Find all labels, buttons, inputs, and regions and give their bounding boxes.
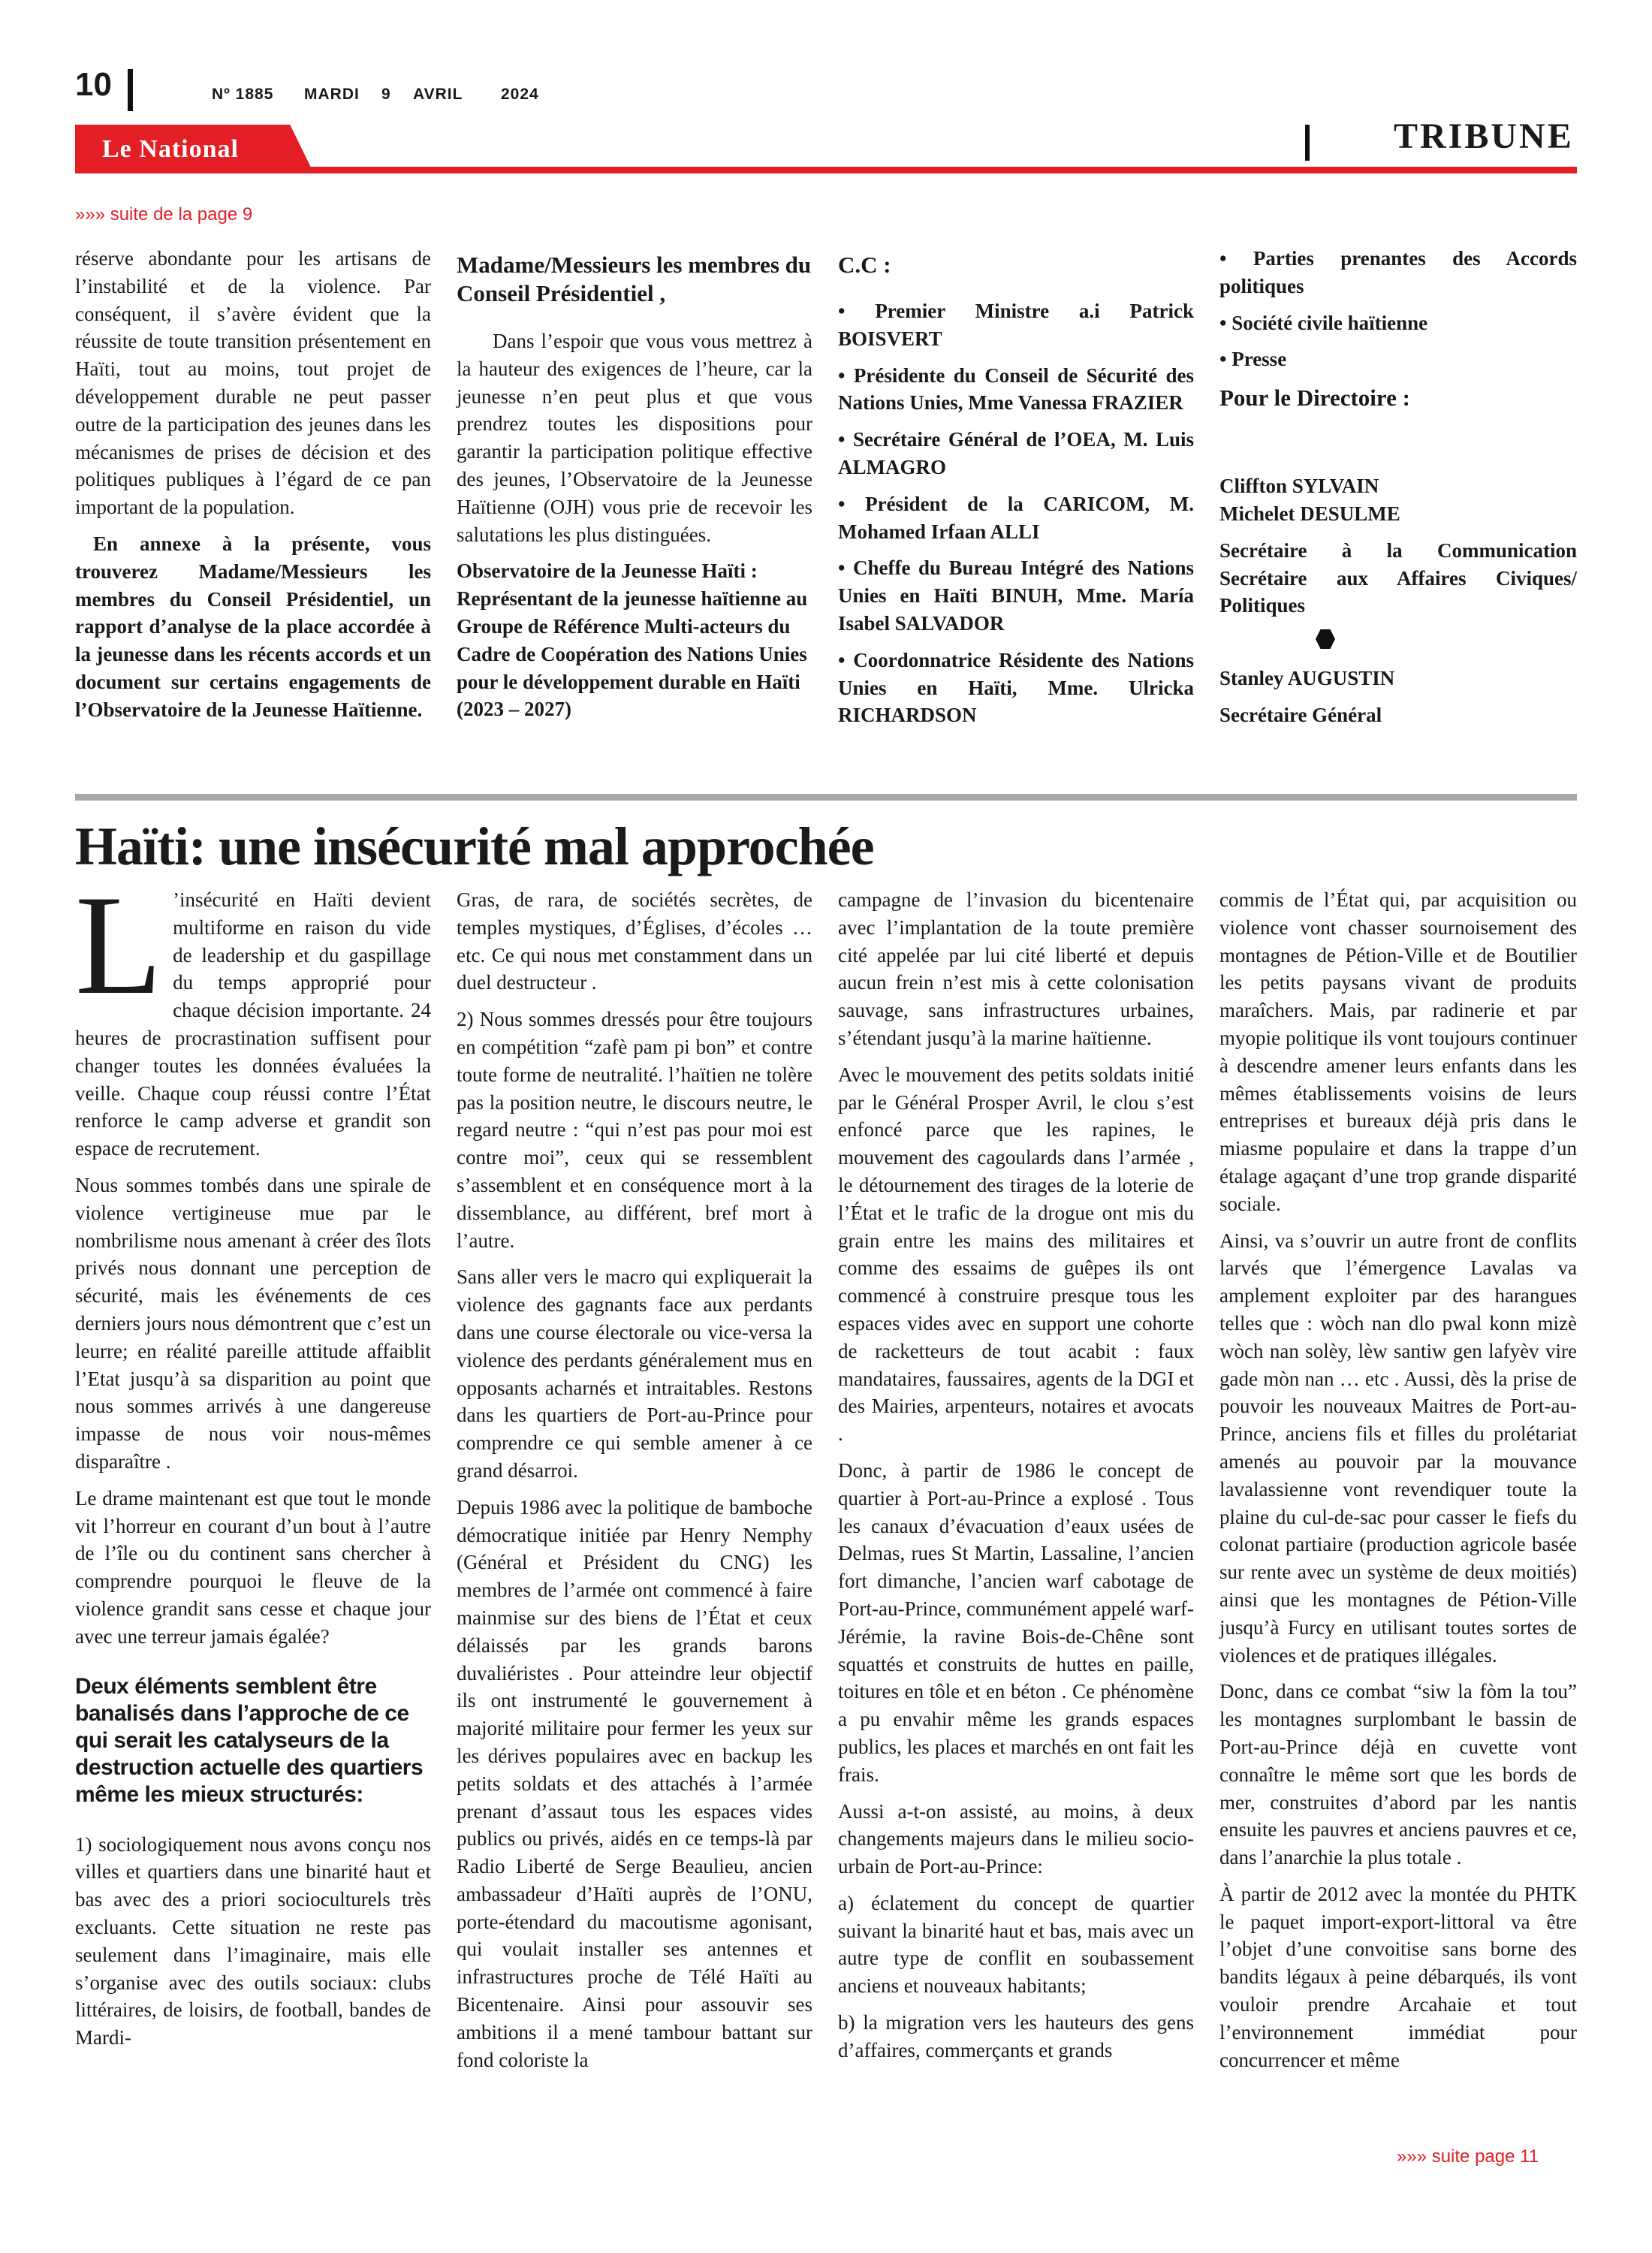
cc-item: • Secrétaire Général de l’OEA, M. Luis ALMAGRO: [838, 426, 1194, 481]
article-paragraph: Avec le mouvement des petits soldats initié par le Général Prosper Avril, le clou s’est enfoncé parce que les rapines, le mouvement des cagoulards dans l’armée , le détournement des tirages de la loterie de l’État et le trafic de la drogue ont mis du grain entre les mains des militaires et comme des essaims de guêpes ils ont commencé à construire presque tous les espaces vides avec en support une cohorte de racketteurs de tout acabit : faux mandataires, faussaires, agents de la DGI et des Mairies, arpenteurs, notaires et avocats .: [838, 1063, 1194, 1446]
article-paragraph: Gras, de rara, de sociétés secrètes, de temples mystiques, d’Églises, d’écoles … etc. Ce qui nous met constamment dans un duel destructeur .: [457, 888, 812, 994]
page-number: 10: [75, 66, 112, 103]
article-paragraph: Le drame maintenant est que tout le monde vit l’horreur en courant d’un bout à l’autre de l’île ou du continent sans chercher à comprendre pourquoi le fleuve de la violence grandit sans cesse et chaque jour avec une terreur jamais égalée?: [75, 1486, 431, 1648]
letter-closing: Dans l’espoir que vous vous mettrez à la hauteur des exigences de l’heure, car la jeunesse n’en peut plus et que vous prendrez toutes les dispositions pour garantir la participation politique effective des jeunes, l’Observatoire de la Jeunesse Haïtienne (OJH) vous prie de recevoir les salutations les plus distinguées.: [457, 330, 812, 546]
article-lead-text: ’insécurité en Haïti devient multiforme en raison du vide de leadership et du gaspillage du temps approprié pour chaque décision importante. 24 heures de procrastination suffisent pour changer toutes les données évaluées la veille. Chaque coup réussi contre l’État renforce le camp adverse et grandit son espace de recrutement.: [75, 888, 431, 1160]
cc-item: • Coordonnatrice Résidente des Nations Unies en Haïti, Mme. Ulricka RICHARDSON: [838, 647, 1194, 729]
letter-annex-paragraph: En annexe à la présente, vous trouverez Madame/Messieurs les membres du Conseil Présidentiel, un rapport d’analyse de la place accordée à la jeunesse dans les récents accords et un document sur certains engagements de l’Observatoire de la Jeunesse Haïtienne.: [75, 532, 431, 721]
article-paragraph: commis de l’État qui, par acquisition ou violence vont chasser sournoisement des montagnes de Pétion-Ville et de Boutilier les petits paysans vivant de produits maraîchers. Mais, par radinerie et par myopie politique ils vont toujours continuer à descendre amener leurs enfants dans les mêmes établissements voisins de leurs entreprises et bureaux déjà pris dans le miasme populaire et dans la trappe d’un étalage agaçant d’une trop grande disparité sociale.: [1219, 888, 1577, 1215]
cc-item: • Présidente du Conseil de Sécurité des Nations Unies, Mme Vanessa FRAZIER: [838, 362, 1194, 418]
issue-number: Nº 1885: [212, 86, 274, 103]
header-divider: [128, 69, 133, 111]
letter-column-2: [457, 251, 812, 732]
article-paragraph: Nous sommes tombés dans une spirale de violence vertigineuse mue par le nombrilisme nous amenant à créer des îlots privés nous donnant une perception de sécurité, mais les événements de ces derniers jours nous démontrent que c’est un leurre; en réalité pareille attitude affaiblit l’Etat jusqu’à sa disparition au point que nous sommes arrivés à une dangereuse impasse de nous voir nous-mêmes disparaître .: [75, 1173, 431, 1473]
article-paragraph: campagne de l’invasion du bicentenaire avec l’implantation de la toute première cité appelée par lui cité liberté et depuis aucun frein n’est mis à cette colonisation sauvage, sans infrastructures urbaines, s’étendant jusqu’à la marine haïtienne.: [838, 888, 1194, 1049]
article-column-4: [1219, 886, 1577, 2083]
letter-paragraph: réserve abondante pour les artisans de l’instabilité et de la violence. Par conséquent, il s’avère évident que la réussite de toute transition présentement en Haïti, tout au moins, tout projet de développement durable ne peut passer outre de la participation des jeunes dans les mécanismes de prises de décision et des politiques publiques à l’égard de ce pan important de la population.: [75, 247, 431, 519]
letter-column-1: [75, 245, 431, 733]
letter-column-4: [1219, 245, 1577, 729]
directoire-title: Pour le Directoire :: [1219, 385, 1410, 412]
masthead-logo: Le National: [102, 135, 239, 163]
article-column-2: [457, 886, 812, 2083]
article-paragraph: Aussi a-t-on assisté, au moins, à deux changements majeurs dans le milieu socio-urbain de Port-au-Prince:: [838, 1799, 1194, 1878]
continued-to: »»» suite page 11: [1397, 2146, 1539, 2167]
cc-item: • Parties prenantes des Accords politiques: [1219, 245, 1577, 300]
letter-column-3: [838, 251, 1194, 738]
article-paragraph: 1) sociologiquement nous avons conçu nos villes et quartiers dans une binarité haut et bas avec des a priori socioculturels très excluants. Cette situation ne reste pas seulement dans l’imaginaire, mais elle s’organise avec des outils sociaux: clubs littéraires, de loisirs, de football, bandes de Mardi-: [75, 1832, 431, 2049]
issue-year: 2024: [501, 86, 539, 103]
cc-item: • Président de la CARICOM, M. Mohamed Irfaan ALLI: [838, 490, 1194, 546]
section-title: TRIBUNE: [1394, 116, 1574, 156]
issue-month: AVRIL: [413, 86, 463, 103]
article-paragraph: Donc, dans ce combat “siw la fòm la tou” les montagnes surplombant le bassin de Port-au-Prince déjà en cuvette vont connaître le même sort que les bords de mer, construites d’abord par les nantis ensuite les pauvres et anciens pauvres et ce, dans l’anarchie la plus totale .: [1219, 1680, 1577, 1869]
issue-day: MARDI: [304, 86, 360, 103]
secretary-general-name: Stanley AUGUSTIN: [1219, 667, 1395, 690]
continued-from: »»» suite de la page 9: [75, 204, 253, 225]
article-paragraph: Ainsi, va s’ouvrir un autre front de conflits larvés que l’émergence Lavalas va amplement exploiter par des harangues telles que : wòch nan dlo pwal konn mizè wòch nan solèy, lèw santiw gen lafyèv vire gade mòn nan … etc . Aussi, dès la prise de pouvoir les nouveaux Maitres de Port-au-Prince, anciens fils et filles du prolétariat amenés au pouvoir par la mouvance lavalassienne vont revendiquer toute la plaine du cul-de-sac pour casser le fiefs du colonat partiaire (production agricole basée sur rente avec un système de deux moitiés) ainsi que les montagnes de Pétion-Ville jusqu’à Furcy en utilisant toutes sortes de violences et de pratiques illégales.: [1219, 1229, 1577, 1666]
cc-item: • Société civile haïtienne: [1219, 309, 1577, 337]
cc-list-continued: [1219, 245, 1577, 373]
article-column-1: [75, 867, 431, 2061]
cc-item: • Premier Ministre a.i Patrick BOISVERT: [838, 297, 1194, 353]
drop-cap: L: [75, 867, 163, 1024]
article-paragraph: [75, 867, 431, 1163]
article-column-3: [838, 886, 1194, 2074]
article-paragraph: b) la migration vers les hauteurs des gens d’affaires, commerçants et grands: [838, 2011, 1194, 2061]
article-paragraph: a) éclatement du concept de quartier suivant la binarité haut et bas, mais avec un autre type de conflit en soubassement anciens et nouveaux habitants;: [838, 1891, 1194, 1998]
signer-name: Cliffton SYLVAIN: [1219, 475, 1379, 498]
article-paragraph: Donc, à partir de 1986 le concept de quartier à Port-au-Prince a explosé . Tous les canaux d’évacuation d’eaux usées de Delmas, rues St Martin, Lassaline, l’ancien fort dimanche, l’ancien warf cabotage de Port-au-Prince, communément appelé warf-Jérémie, la ravine Bois-de-Chêne sont squattés et construits de huttes en paille, toitures en tôle et en béton . Ce phénomène a pu envahir même les grands espaces publics, les places et marchés en ont fait les frais.: [838, 1458, 1194, 1786]
article-headline: Haïti: une insécurité mal approchée: [75, 816, 874, 876]
article-subhead: Deux éléments semblent être banalisés dans l’approche de ce qui serait les catalyseurs de la destruction actuelle des quartiers même les mieux structurés:: [75, 1673, 424, 1807]
signer-name: Michelet DESULME: [1219, 502, 1400, 525]
cc-title: C.C :: [838, 252, 891, 278]
issue-date: 9: [381, 86, 390, 103]
section-divider: [1305, 125, 1310, 161]
article-paragraph: 2) Nous sommes dressés pour être toujours en compétition “zafè pam pi bon” et contre toute forme de neutralité. l’haïtien ne tolère pas la position neutre, le discours neutre, le regard neutre : “qui n’est pas pour moi est contre moi”, ceux qui se ressemblent s’assemblent et en conséquence mort à la dissemblance, au différent, bref mort à l’autre.: [457, 1008, 812, 1252]
cc-item: • Cheffe du Bureau Intégré des Nations Unies en Haïti BINUH, Mme. María Isabel SALVADOR: [838, 554, 1194, 637]
cc-item: • Presse: [1219, 345, 1577, 373]
secretary-general-role: Secrétaire Général: [1219, 703, 1382, 726]
article-paragraph: À partir de 2012 avec la montée du PHTK le paquet import-export-littoral va être l’objet d’une convoitise sans borne des bandits légaux à peine débarqués, ils vont vouloir prendre Arcahaie et tout l’environnement immédiat pour concurrencer et même: [1219, 1882, 1577, 2071]
cc-list: [838, 297, 1194, 729]
section-gray-rule: [75, 794, 1577, 801]
letter-salutation: Madame/Messieurs les membres du Conseil Présidentiel ,: [457, 252, 812, 306]
article-paragraph: Depuis 1986 avec la politique de bamboche démocratique initiée par Henry Nemphy (Général et Président du CNG) les membres de l’armée ont commencé à faire mainmise sur des biens de l’État et ceux délaissés par les grands barons duvaliéristes . Pour atteindre leur objectif ils ont instrumenté le gouvernement à majorité militaire pour fermer les yeux sur les dérives populaires avec en backup les petits soldats et des attachés à l’armée prenant d’assaut tous les espaces vides publics ou privés, aidés en ce temps-là par Radio Liberté de Serge Beaulieu, ancien ambassadeur d’Haïti auprès de l’ONU, porte-étendard du macoutisme agonisant, qui voulait installer ses antennes et infrastructures proche de Télé Haïti au Bicentenaire. Ainsi pour assouvir ses ambitions il a mené tambour battant sur fond coloriste la: [457, 1495, 812, 2071]
signer-role: Secrétaire à la Communication Secrétaire aux Affaires Civiques/ Politiques: [1219, 538, 1577, 617]
letter-signature-block: Observatoire de la Jeunesse Haïti : Représentant de la jeunesse haïtienne au Groupe de Référence Multi-acteurs du Cadre de Coopération des Nations Unies pour le développement durable en Haïti (2023 – 2027): [457, 559, 808, 721]
article-paragraph: Sans aller vers le macro qui expliquerait la violence des gagnants face aux perdants dans une course électorale ou vice-versa la violence des perdants généralement mus en opposants acharnés et intraitables. Restons dans les quartiers de Port-au-Prince pour comprendre ce qui semble amener à ce grand désarroi.: [457, 1265, 812, 1482]
